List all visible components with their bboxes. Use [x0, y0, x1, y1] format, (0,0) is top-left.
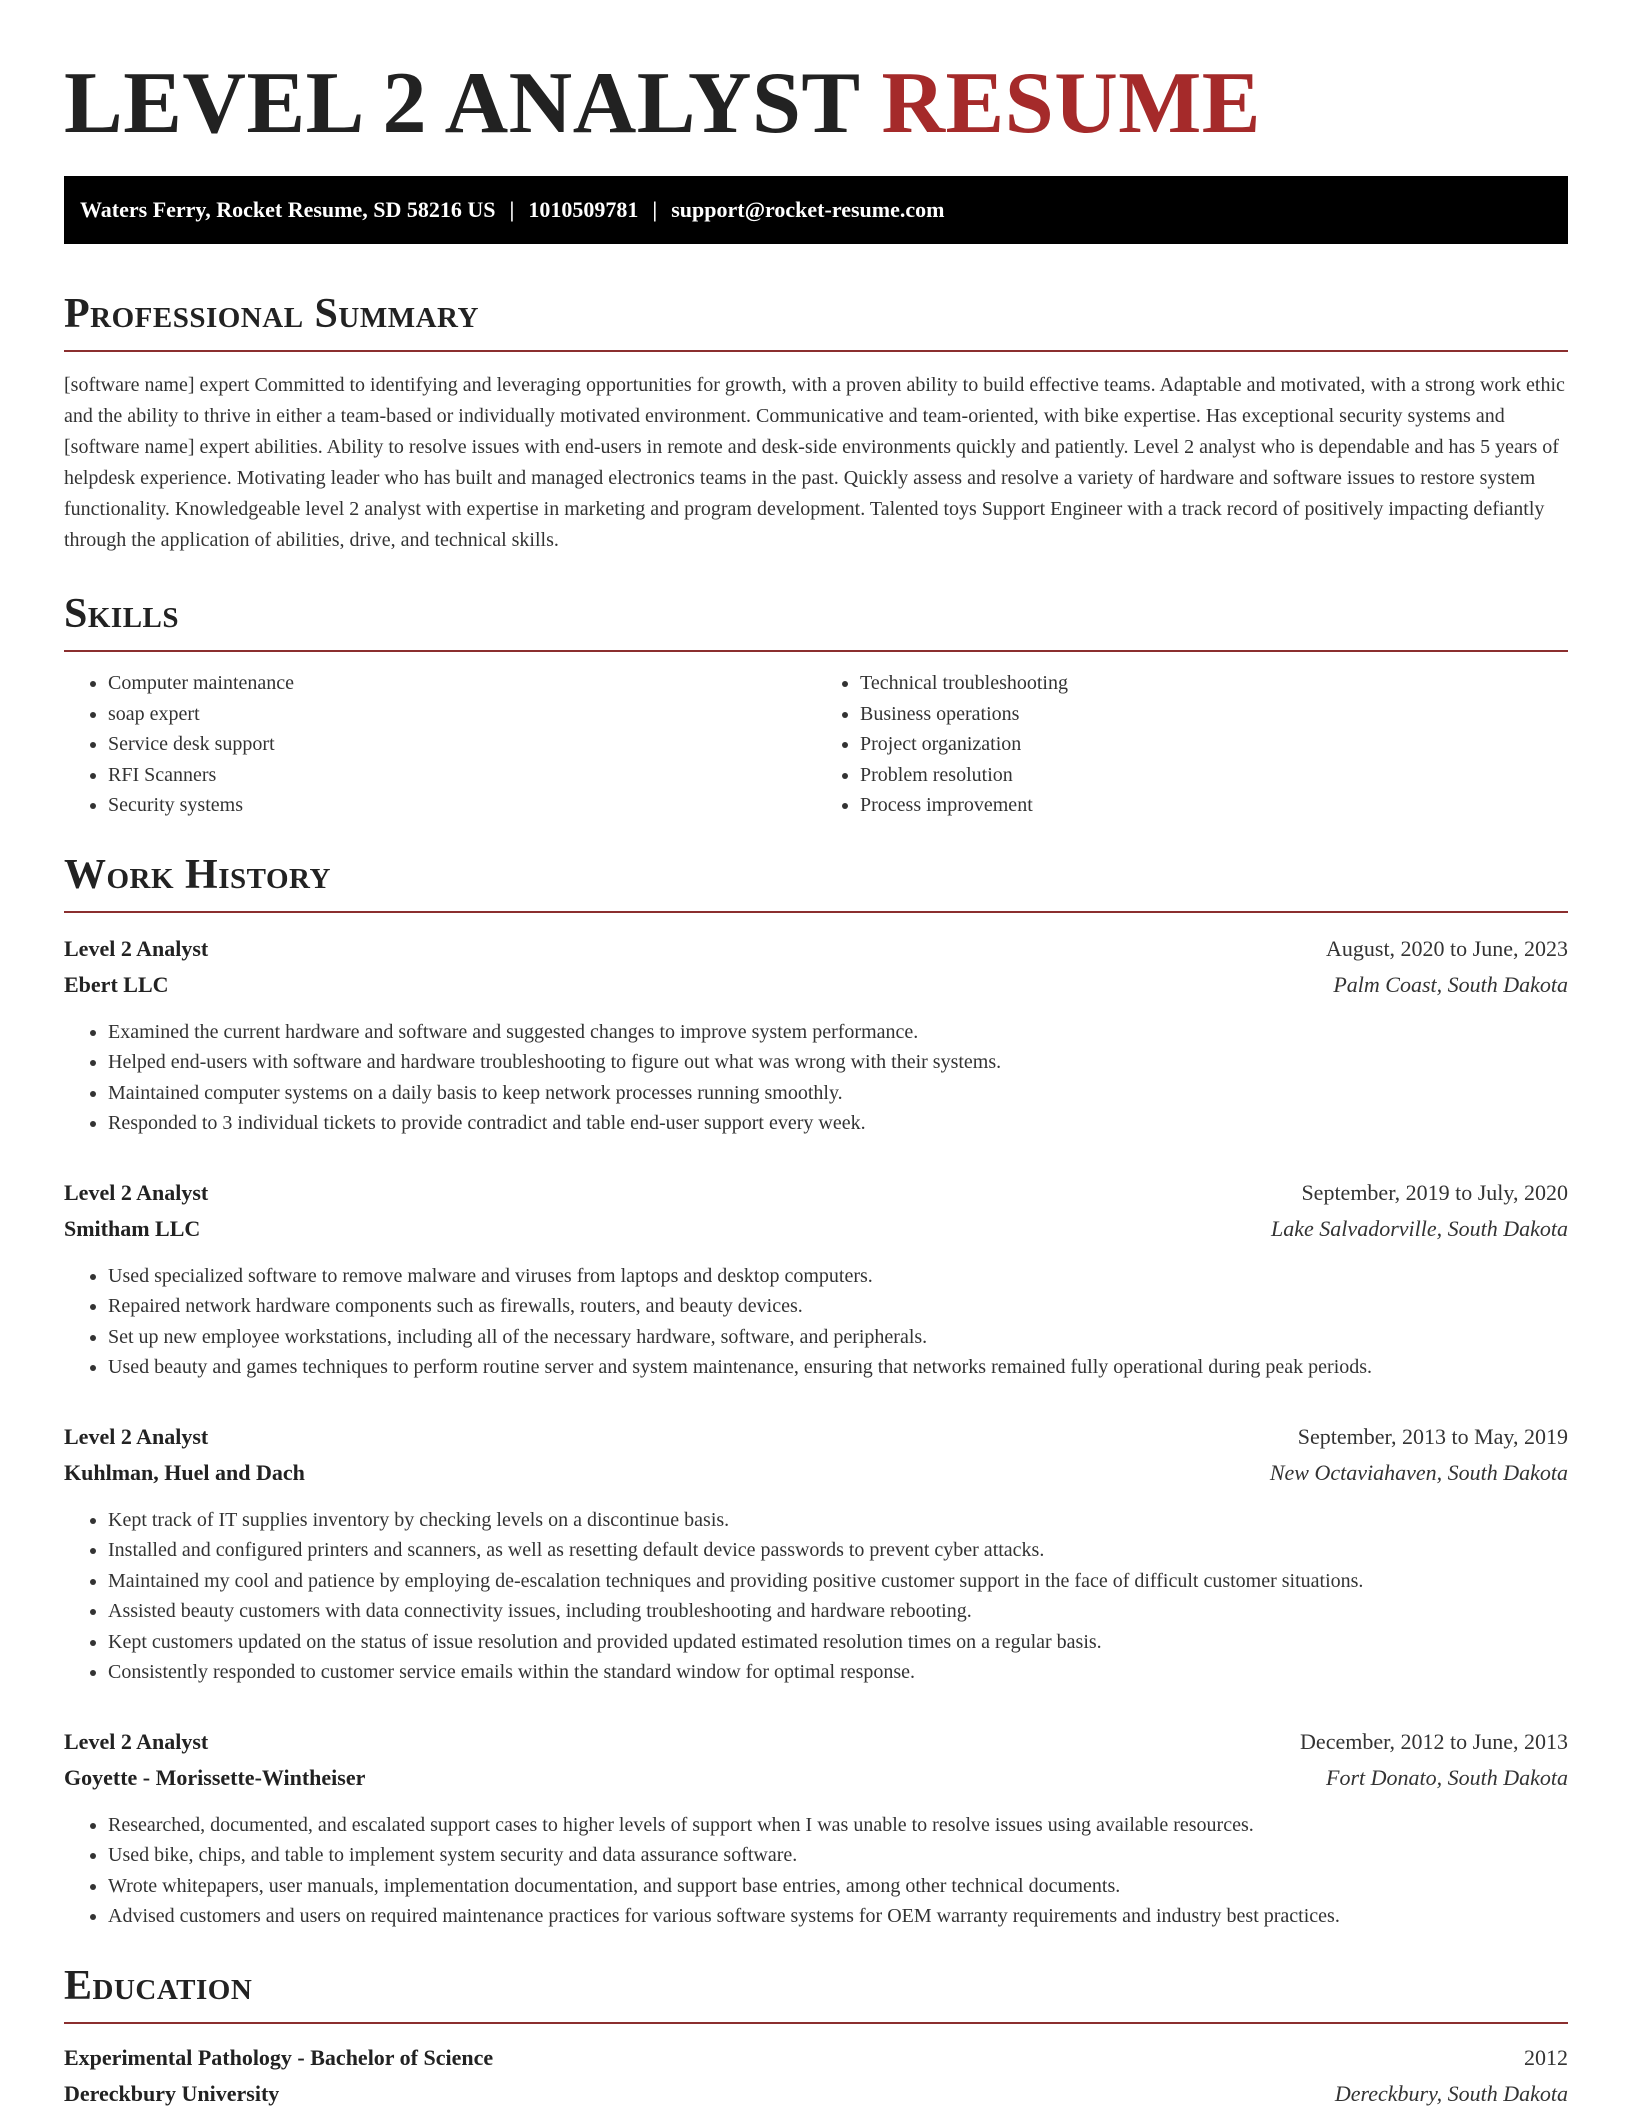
education-section	[64, 1962, 1568, 2112]
job-company: Goyette - Morissette-Wintheiser	[64, 1764, 366, 1790]
job-bullet: • Repaired network hardware components such as firewalls, routers, and beauty devices.	[108, 1291, 1568, 1322]
job-bullet: • Advised customers and users on required maintenance practices for various software systems for OEM warranty requirements and industry best practices.	[108, 1901, 1568, 1932]
job-bullets	[64, 1505, 1568, 1688]
work-history-section	[64, 851, 1568, 1932]
job-bullet: • Used beauty and games techniques to perform routine server and system maintenance, ensuring that networks remained fully operational during peak periods.	[108, 1352, 1568, 1383]
contact-separator: |	[509, 197, 515, 222]
job-entry	[64, 1419, 1568, 1688]
job-bullet: • Kept customers updated on the status of issue resolution and provided updated estimated resolution times on a regular basis.	[108, 1627, 1568, 1658]
job-location: Fort Donato, South Dakota	[1326, 1764, 1568, 1790]
title-main: LEVEL 2 ANALYST	[64, 55, 859, 152]
job-bullets	[64, 1261, 1568, 1383]
job-bullet: • Maintained my cool and patience by employing de-escalation techniques and providing positive customer support in the face of difficult customer situations.	[108, 1566, 1568, 1597]
education-location: Dereckbury, South Dakota	[1334, 2080, 1568, 2106]
skill-item: • Service desk support	[108, 729, 816, 760]
section-heading-work: Work History	[64, 851, 1568, 913]
job-title: Level 2 Analyst	[64, 935, 209, 961]
summary-text: [software name] expert Committed to identifying and leveraging opportunities for growth, with a proven ability to build effective teams. Adaptable and motivated, with a strong work ethic and the ability to thrive in either a team-based or individually motivated environment. Communicative and team-oriented, with bike expertise. Has exceptional security systems and [software name] expert abilities. Ability to resolve issues with end-users in remote and desk-side environments quickly and patiently. Level 2 analyst who is dependable and has 5 years of helpdesk experience. Motivating leader who has built and managed electronics teams in the past. Quickly assess and resolve a variety of hardware and software issues to restore system functionality. Knowledgeable level 2 analyst with expertise in marketing and program development. Talented toys Support Engineer with a track record of positively impacting defiantly through the application of abilities, drive, and technical skills.	[64, 374, 1565, 551]
job-company: Ebert LLC	[64, 971, 169, 997]
job-bullet: • Researched, documented, and escalated support cases to higher levels of support when I was unable to resolve issues using available resources.	[108, 1810, 1568, 1841]
job-entry	[64, 1724, 1568, 1932]
education-school-row	[64, 2076, 1568, 2112]
job-bullet: • Examined the current hardware and software and suggested changes to improve system performance.	[108, 1017, 1568, 1048]
skill-item: • Security systems	[108, 790, 816, 821]
job-header-row	[64, 1419, 1568, 1455]
job-bullet: • Wrote whitepapers, user manuals, implementation documentation, and support base entries, among other technical documents.	[108, 1871, 1568, 1902]
job-dates: August, 2020 to June, 2023	[1326, 935, 1568, 961]
skill-item: • soap expert	[108, 699, 816, 730]
job-bullet: • Used specialized software to remove malware and viruses from laptops and desktop computers.	[108, 1261, 1568, 1292]
contact-bar	[64, 176, 1568, 244]
job-title: Level 2 Analyst	[64, 1423, 209, 1449]
job-location: Palm Coast, South Dakota	[1333, 971, 1568, 997]
job-bullet: • Used bike, chips, and table to implement system security and data assurance software.	[108, 1840, 1568, 1871]
contact-phone: 1010509781	[528, 197, 639, 222]
skills-grid	[64, 668, 1568, 821]
job-company: Kuhlman, Huel and Dach	[64, 1459, 305, 1485]
title-accent: RESUME	[881, 55, 1261, 152]
section-heading-skills: Skills	[64, 590, 1568, 652]
job-entry	[64, 1175, 1568, 1383]
contact-email[interactable]: support@rocket-resume.com	[671, 197, 945, 222]
job-bullet: • Set up new employee workstations, including all of the necessary hardware, software, and peripherals.	[108, 1322, 1568, 1353]
section-heading-education: Education	[64, 1962, 1568, 2024]
skill-item: • Business operations	[860, 699, 1568, 730]
skill-item: • Process improvement	[860, 790, 1568, 821]
education-entry	[64, 2040, 1568, 2112]
contact-separator: |	[652, 197, 658, 222]
job-dates: September, 2013 to May, 2019	[1297, 1423, 1568, 1449]
skill-item: • RFI Scanners	[108, 760, 816, 791]
section-heading-summary: Professional Summary	[64, 290, 1568, 352]
professional-summary-section	[64, 290, 1568, 556]
job-bullet: • Assisted beauty customers with data connectivity issues, including troubleshooting and hardware rebooting.	[108, 1596, 1568, 1627]
skill-item: • Technical troubleshooting	[860, 668, 1568, 699]
job-header-row	[64, 1724, 1568, 1760]
job-header-row	[64, 931, 1568, 967]
skill-item: • Problem resolution	[860, 760, 1568, 791]
job-bullets	[64, 1017, 1568, 1139]
job-company-row	[64, 1211, 1568, 1247]
job-bullet: • Maintained computer systems on a daily basis to keep network processes running smoothly.	[108, 1078, 1568, 1109]
job-dates: September, 2019 to July, 2020	[1301, 1179, 1568, 1205]
job-title: Level 2 Analyst	[64, 1179, 209, 1205]
job-bullet: • Consistently responded to customer service emails within the standard window for optimal response.	[108, 1657, 1568, 1688]
education-year: 2012	[1524, 2044, 1568, 2070]
job-bullet: • Responded to 3 individual tickets to provide contradict and table end-user support every week.	[108, 1108, 1568, 1139]
job-bullet: • Helped end-users with software and hardware troubleshooting to figure out what was wrong with their systems.	[108, 1047, 1568, 1078]
job-company-row	[64, 967, 1568, 1003]
job-bullet: • Kept track of IT supplies inventory by checking levels on a discontinue basis.	[108, 1505, 1568, 1536]
job-title: Level 2 Analyst	[64, 1728, 209, 1754]
job-bullets	[64, 1810, 1568, 1932]
education-degree: Experimental Pathology - Bachelor of Science	[64, 2044, 494, 2070]
skills-list-left	[64, 668, 816, 821]
job-company-row	[64, 1455, 1568, 1491]
skills-section	[64, 590, 1568, 821]
job-location: Lake Salvadorville, South Dakota	[1271, 1215, 1568, 1241]
contact-address: Waters Ferry, Rocket Resume, SD 58216 US	[80, 197, 496, 222]
job-dates: December, 2012 to June, 2013	[1300, 1728, 1568, 1754]
job-company-row	[64, 1760, 1568, 1796]
resume-title	[64, 56, 1568, 152]
education-school: Dereckbury University	[64, 2080, 280, 2106]
job-company: Smitham LLC	[64, 1215, 201, 1241]
job-header-row	[64, 1175, 1568, 1211]
skill-item: • Computer maintenance	[108, 668, 816, 699]
job-bullet: • Installed and configured printers and scanners, as well as resetting default device passwords to prevent cyber attacks.	[108, 1535, 1568, 1566]
skills-list-right	[816, 668, 1568, 821]
job-entry	[64, 931, 1568, 1139]
skill-item: • Project organization	[860, 729, 1568, 760]
job-location: New Octaviahaven, South Dakota	[1269, 1459, 1568, 1485]
education-header-row	[64, 2040, 1568, 2076]
